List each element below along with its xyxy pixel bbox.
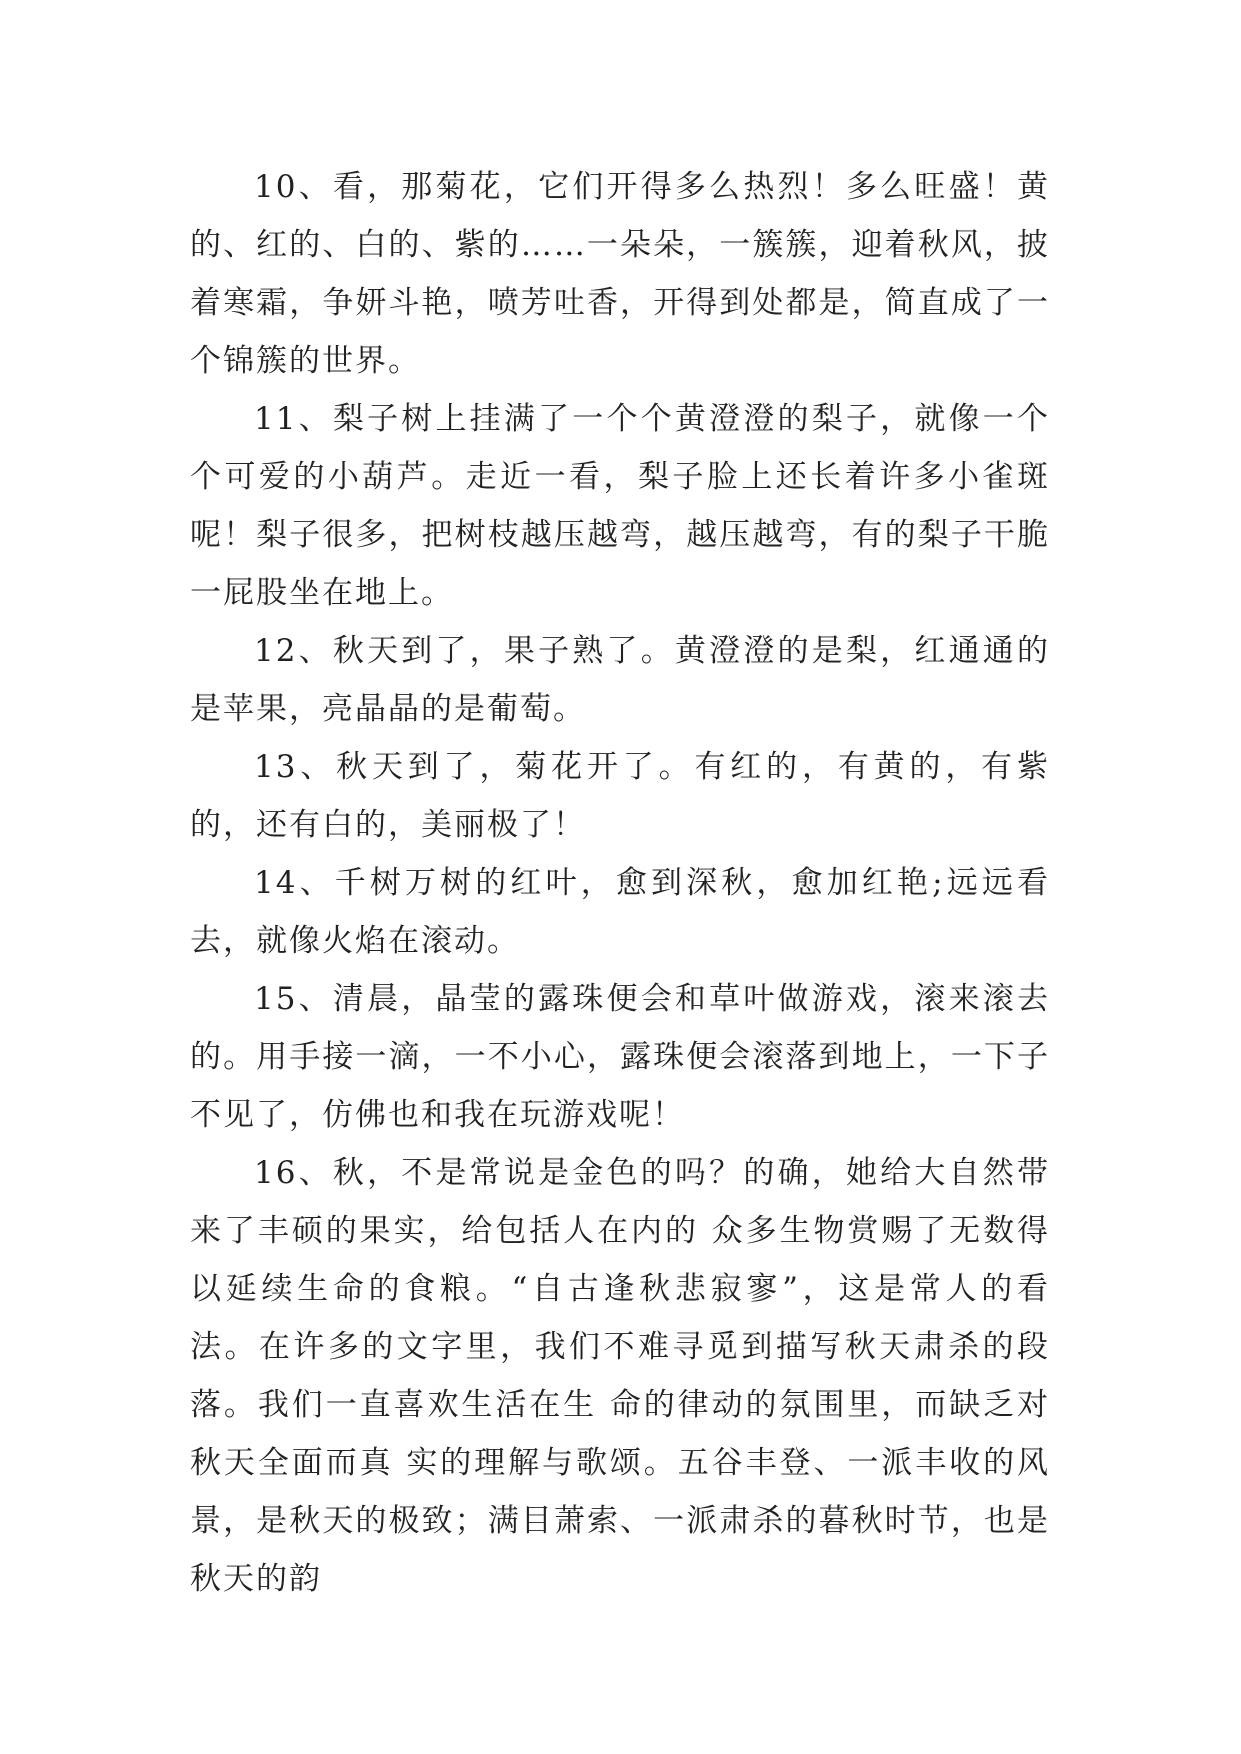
paragraph-14: 14、千树万树的红叶，愈到深秋，愈加红艳;远远看去，就像火焰在滚动。: [190, 865, 1050, 959]
paragraph-16: 16、秋，不是常说是金色的吗？的确，她给大自然带来了丰硕的果实，给包括人在内的 众多生物赏赐了无数得以延续生命的食粮。“自古逢秋悲寂寥”，这是常人的看法。在许多的文字里，我们不难寻觅到描写秋天肃杀的段落。我们一直喜欢生活在生 命的律动的氛围里，而缺乏对秋天全面而真 实的理解与歌颂。五谷丰登、一派丰收的风景，是秋天的极致；满目萧索、一派肃杀的暮秋时节，也是秋天的韵: [190, 1155, 1050, 1597]
document-body: [190, 158, 1050, 1608]
paragraph-13: 13、秋天到了，菊花开了。有红的，有黄的，有紫的，还有白的，美丽极了！: [190, 749, 1050, 843]
paragraph-10: 10、看，那菊花，它们开得多么热烈！多么旺盛！黄的、红的、白的、紫的……一朵朵，一簇簇，迎着秋风，披着寒霜，争妍斗艳，喷芳吐香，开得到处都是，简直成了一个锦簇的世界。: [190, 169, 1050, 379]
paragraph-11: 11、梨子树上挂满了一个个黄澄澄的梨子，就像一个个可爱的小葫芦。走近一看，梨子脸上还长着许多小雀斑呢！梨子很多，把树枝越压越弯，越压越弯，有的梨子干脆一屁股坐在地上。: [190, 401, 1050, 611]
paragraph-15: 15、清晨，晶莹的露珠便会和草叶做游戏，滚来滚去的。用手接一滴，一不小心，露珠便会滚落到地上，一下子不见了，仿佛也和我在玩游戏呢！: [190, 981, 1050, 1133]
paragraph-12: 12、秋天到了，果子熟了。黄澄澄的是梨，红通通的是苹果，亮晶晶的是葡萄。: [190, 633, 1050, 727]
